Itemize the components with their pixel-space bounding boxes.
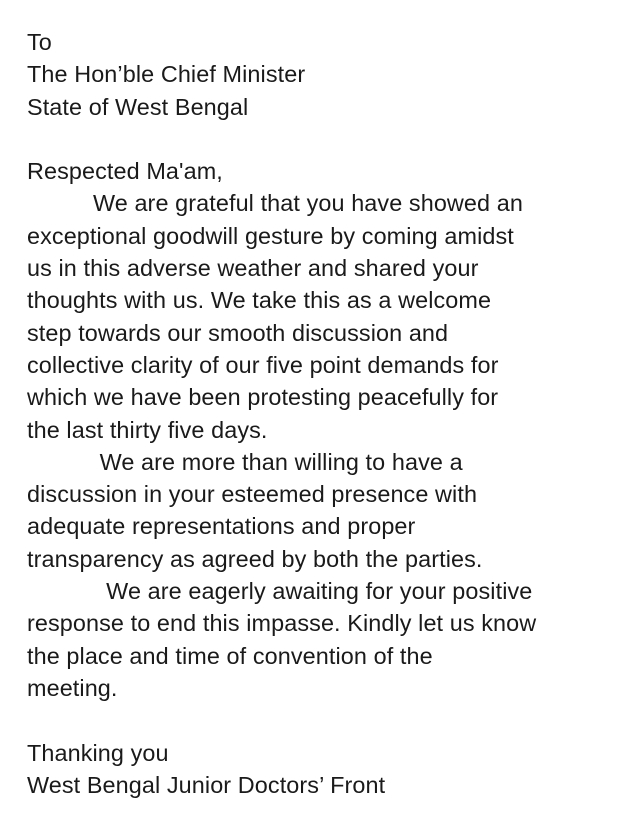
closing: Thanking you xyxy=(27,739,169,766)
paragraph1-line: thoughts with us. We take this as a welcome xyxy=(27,287,492,314)
paragraph1-line: the last thirty five days. xyxy=(27,416,268,443)
paragraph1-line: step towards our smooth discussion and xyxy=(27,319,449,346)
address-recipient: The Hon’ble Chief Minister xyxy=(27,61,306,88)
paragraph2-line: discussion in your esteemed presence with xyxy=(27,481,478,508)
signature: West Bengal Junior Doctors’ Front xyxy=(27,771,386,798)
paragraph2-line: We are more than willing to have a xyxy=(27,448,463,475)
address-to: To xyxy=(27,29,52,55)
paragraph3-line: response to end this impasse. Kindly let us know xyxy=(27,610,537,637)
spacer xyxy=(27,704,627,736)
letter xyxy=(27,26,627,801)
paragraph2-line: adequate representations and proper xyxy=(27,513,416,540)
salutation: Respected Ma'am, xyxy=(27,158,223,185)
paragraph3-line: We are eagerly awaiting for your positive xyxy=(27,578,533,605)
paragraph1-line: us in this adverse weather and shared your xyxy=(27,255,479,282)
paragraph1-line: collective clarity of our five point demands for xyxy=(27,351,499,378)
paragraph1-line: exceptional goodwill gesture by coming amidst xyxy=(27,222,514,249)
paragraph2-line: transparency as agreed by both the parties. xyxy=(27,545,483,572)
paragraph1-line: which we have been protesting peacefully for xyxy=(27,384,499,411)
paragraph1-line: We are grateful that you have showed an xyxy=(27,190,523,217)
spacer xyxy=(27,123,627,155)
address-state: State of West Bengal xyxy=(27,93,249,120)
paragraph3-line: meeting. xyxy=(27,674,118,701)
paragraph3-line: the place and time of convention of the xyxy=(27,642,433,669)
